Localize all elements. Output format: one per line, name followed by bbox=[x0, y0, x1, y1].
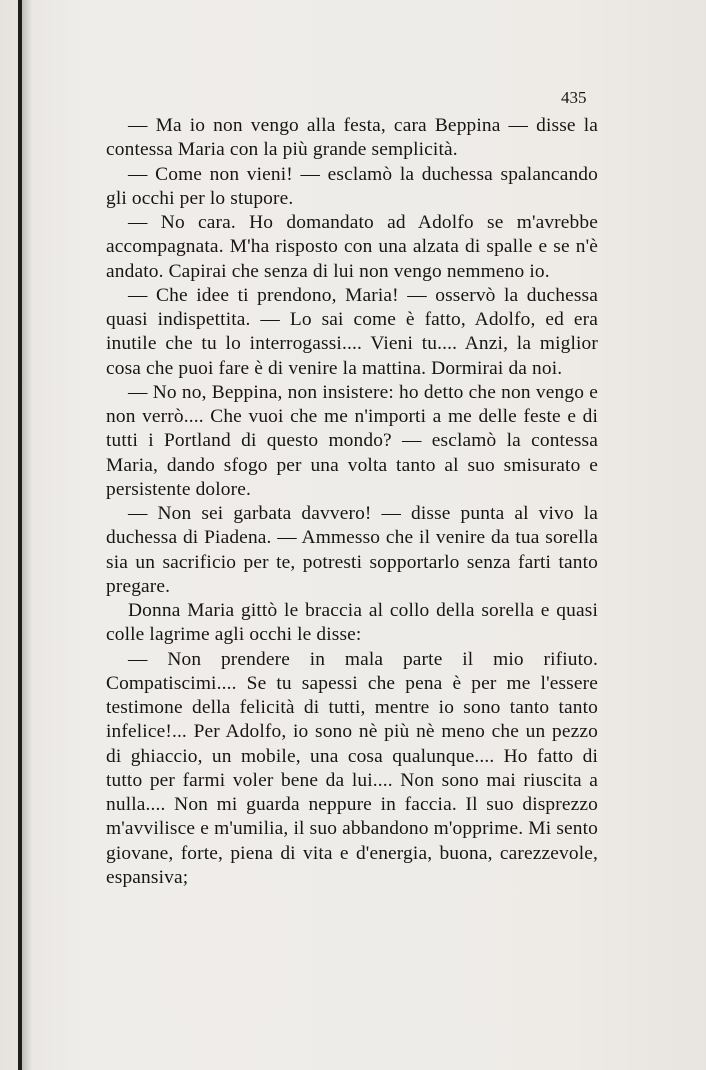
binding-shadow bbox=[22, 0, 32, 1070]
page-number: 435 bbox=[561, 88, 587, 107]
paragraph: — No no, Beppina, non insistere: ho detto che non vengo e non verrò.... Che vuoi che me n'importi a me delle feste e di tutti i Portland di questo mondo? — esclamò la contessa Maria, dando sfogo per una volta tanto al suo smisurato e persistente dolore. bbox=[106, 381, 598, 500]
paragraph: — No cara. Ho domandato ad Adolfo se m'avrebbe accompagnata. M'ha risposto con una alzata di spalle e se n'è andato. Capirai che senza di lui non vengo nemmeno io. bbox=[106, 212, 598, 282]
paragraph: — Come non vieni! — esclamò la duchessa spalancando gli occhi per lo stupore. bbox=[106, 163, 598, 209]
paragraph: — Non sei garbata davvero! — disse punta al vivo la duchessa di Piadena. — Ammesso che il venire da tua sorella sia un sacrificio per te, potresti sopportarlo senza farti tanto pregare. bbox=[106, 503, 598, 597]
paragraph: Donna Maria gittò le braccia al collo della sorella e quasi colle lagrime agli occhi le disse: bbox=[106, 600, 598, 646]
paragraph: — Ma io non vengo alla festa, cara Beppina — disse la contessa Maria con la più grande semplicità. bbox=[106, 115, 598, 161]
page-text bbox=[106, 114, 598, 890]
paragraph: — Non prendere in mala parte il mio rifiuto. Compatiscimi.... Se tu sapessi che pena è per me l'essere testimone della felicità di tutti, mentre io sono tanto tanto infelice!... Per Adolfo, io sono nè più nè meno che un pezzo di ghiaccio, un mobile, una cosa qualunque.... Ho fatto di tutto per farmi voler bene da lui.... Non sono mai riuscita a nulla.... Non mi guarda neppure in faccia. Il suo disprezzo m'avvilisce e m'umilia, il suo abbandono m'opprime. Mi sento giovane, forte, piena di vita e d'energia, buona, carezzevole, espansiva; bbox=[106, 648, 598, 888]
paragraph: — Che idee ti prendono, Maria! — osservò la duchessa quasi indispettita. — Lo sai come è fatto, Adolfo, ed era inutile che tu lo interrogassi.... Vieni tu.... Anzi, la miglior cosa che puoi fare è di venire la mattina. Dormirai da noi. bbox=[106, 284, 598, 379]
